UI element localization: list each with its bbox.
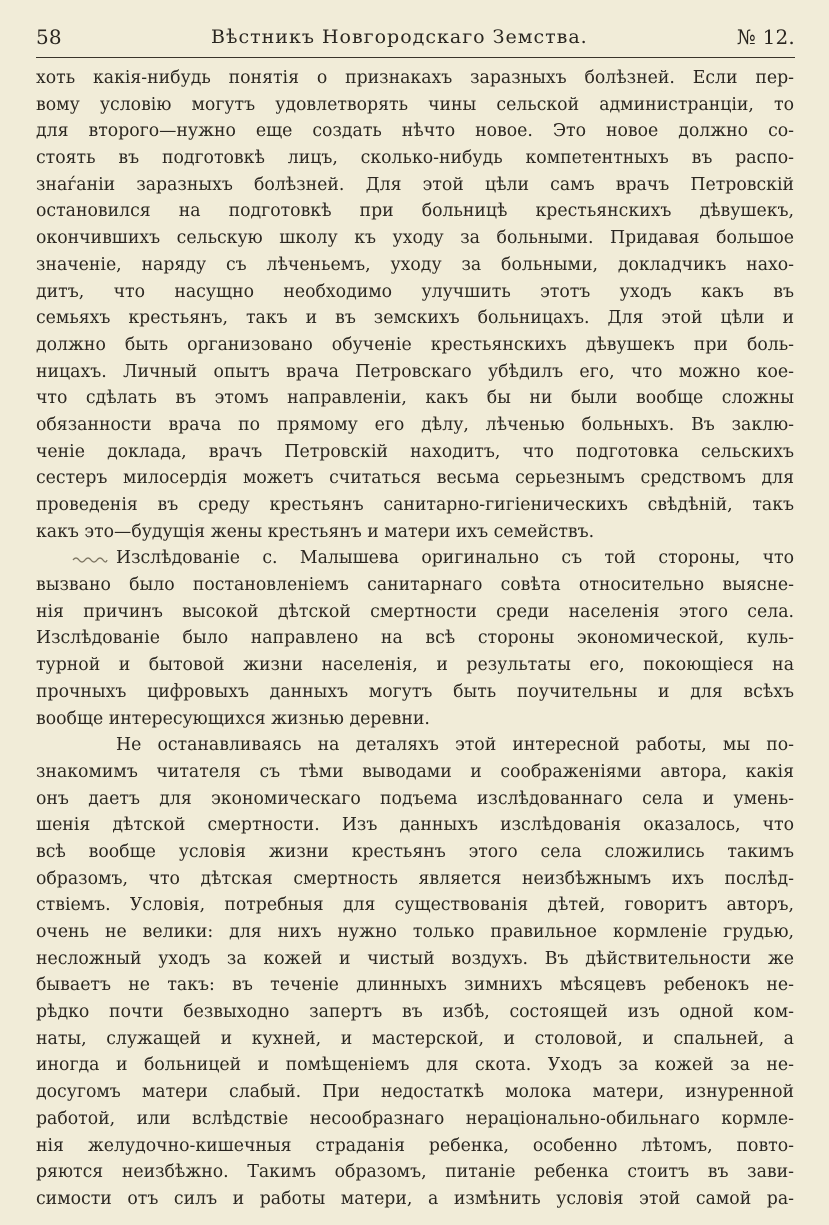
text-line-paragraph-start: Не останавливаясь на деталяхъ этой интересной работы, мы по- — [116, 735, 794, 756]
text-line: сестеръ милосердія можетъ считаться весьма серьезнымъ средствомъ для — [36, 468, 794, 489]
text-line: что сдѣлать въ этомъ направленіи, какъ бы ни были вообще сложны — [36, 388, 794, 409]
text-line: вообще интересующихся жизнью деревни. — [36, 708, 430, 729]
text-line: хоть какія-нибудь понятія о признакахъ заразныхъ болѣзней. Если пер- — [36, 68, 794, 88]
text-line: ряются неизбѣжно. Такимъ образомъ, питаніе ребенка стоитъ въ зави- — [36, 1162, 794, 1183]
text-line: остановился на подготовкѣ при больницѣ крестьянскихъ дѣвушекъ, — [36, 201, 794, 222]
page-number: 58 — [36, 25, 62, 49]
text-line: шенія дѣтской смертности. Изъ данныхъ изслѣдованія оказалось, что — [36, 815, 794, 836]
text-line: нія причинъ высокой дѣтской смертности среди населенія этого села. — [36, 601, 794, 622]
text-line: симости отъ силъ и работы матери, а измѣнить условія этой самой ра- — [36, 1188, 794, 1209]
journal-title: Вѣстникъ Новгородскаго Земства. — [211, 26, 588, 48]
text-line: онъ даетъ для экономическаго подъема изслѣдованнаго села и умень- — [36, 788, 794, 809]
body-text — [36, 65, 794, 1213]
text-line: иногда и больницей и помѣщеніемъ для скота. Уходъ за кожей за не- — [36, 1055, 794, 1076]
text-line: должно быть организовано обученіе крестьянскихъ дѣвушекъ при боль- — [36, 334, 794, 355]
running-header — [36, 20, 795, 54]
text-line: рѣдко почти безвыходно запертъ въ избѣ, состоящей изъ одной ком- — [36, 1002, 794, 1023]
text-line: несложный уходъ за кожей и чистый воздухъ. Въ дѣйствительности же — [36, 948, 794, 969]
text-line: Изслѣдованіе было направлено на всѣ стороны экономической, куль- — [36, 628, 794, 649]
text-line: значеніе, наряду съ лѣченьемъ, уходу за больными, докладчикъ нахо- — [36, 254, 794, 275]
text-line: знаѓаніи заразныхъ болѣзней. Для этой цѣли самъ врачъ Петровскій — [36, 174, 794, 195]
text-line: нія желудочно-кишечныя страданія ребенка, особенно лѣтомъ, повто- — [36, 1135, 794, 1156]
text-line: турной и бытовой жизни населенія, и результаты его, покоющіеся на — [36, 655, 794, 676]
header-rule — [36, 57, 795, 58]
text-line: какъ это—будущія жены крестьянъ и матери ихъ семействъ. — [36, 521, 595, 542]
text-line: бываетъ не такъ: въ теченіе длинныхъ зимнихъ мѣсяцевъ ребенокъ не- — [36, 975, 794, 996]
text-line: окончившихъ сельскую школу къ уходу за больными. Придавая большое — [36, 228, 794, 249]
text-line: очень не велики: для нихъ нужно только правильное кормленіе грудью, — [36, 922, 794, 942]
text-line: работой, или вслѣдствіе несообразнаго нераціонально-обильнаго кормле- — [36, 1108, 794, 1129]
paragraph-first-text: Изслѣдованіе с. Малышева оригинально съ той стороны, что — [116, 548, 794, 569]
text-line: ченіе доклада, врачъ Петровскій находитъ, что подготовка сельскихъ — [36, 441, 794, 462]
text-line: прочныхъ цифровыхъ данныхъ могутъ быть поучительны и для всѣхъ — [36, 681, 794, 702]
text-line: для второго—нужно еще создать нѣчто новое. Это новое должно со- — [36, 121, 794, 142]
text-line: стоять въ подготовкѣ лицъ, сколько-нибудь компетентныхъ въ распо- — [36, 148, 794, 169]
text-line: обязанности врача по прямому его дѣлу, лѣченью больныхъ. Въ заклю- — [36, 414, 794, 435]
text-line: ствіемъ. Условія, потребныя для существованія дѣтей, говоритъ авторъ, — [36, 895, 794, 916]
ornament-squiggle-icon — [72, 546, 108, 573]
issue-number: № 12. — [736, 25, 795, 49]
text-line: вому условію могутъ удовлетворять чины сельской администранціи, то — [36, 94, 794, 115]
text-line: дитъ, что насущно необходимо улучшить этотъ уходъ какъ въ — [36, 281, 794, 302]
text-line: вызвано было постановленіемъ санитарнаго совѣта относительно выясне- — [36, 575, 794, 596]
text-line: знакомимъ читателя съ тѣми выводами и соображеніями автора, какія — [36, 761, 794, 782]
text-line: ницахъ. Личный опытъ врача Петровскаго убѣдилъ его, что можно кое- — [36, 361, 794, 382]
text-line: образомъ, что дѣтская смертность является неизбѣжнымъ ихъ послѣд- — [36, 868, 794, 889]
text-line: семьяхъ крестьянъ, такъ и въ земскихъ больницахъ. Для этой цѣли и — [36, 308, 794, 329]
text-line: всѣ вообще условія жизни крестьянъ этого села сложились такимъ — [36, 841, 794, 862]
text-line: досугомъ матери слабый. При недостаткѣ молока матери, изнуренной — [36, 1082, 794, 1103]
text-line: наты, служащей и кухней, и мастерской, и столовой, и спальней, а — [36, 1028, 794, 1049]
text-line-paragraph-start — [36, 545, 794, 572]
text-line: проведенія въ среду крестьянъ санитарно-гигіеническихъ свѣдѣній, такъ — [36, 495, 794, 515]
